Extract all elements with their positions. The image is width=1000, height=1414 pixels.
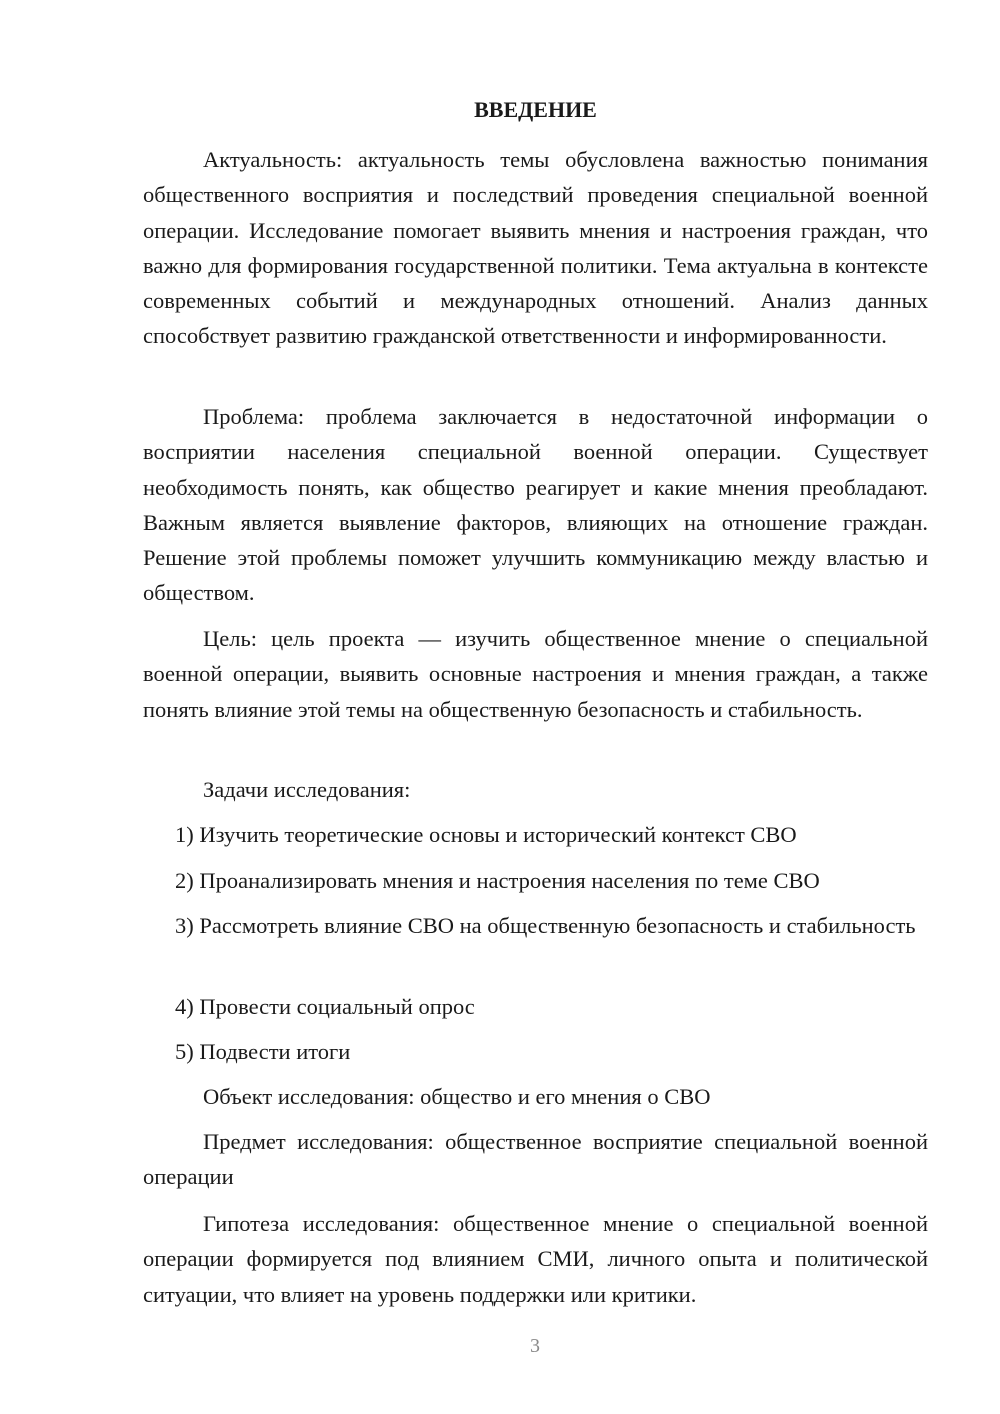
hypothesis-paragraph: Гипотеза исследования: общественное мнение о специальной военной операции формируется под влиянием СМИ, личного опыта и политической ситуации, что влияет на уровень поддержки или критики. [143, 1211, 928, 1307]
task-item: 5) Подвести итоги [175, 1039, 351, 1064]
page-number: 3 [530, 1335, 540, 1357]
task-item: 3) Рассмотреть влияние СВО на общественную безопасность и стабильность [175, 913, 916, 938]
tasks-title: Задачи исследования: [203, 777, 411, 802]
section-heading: ВВЕДЕНИЕ [474, 97, 597, 122]
task-item: 2) Проанализировать мнения и настроения населения по теме СВО [175, 868, 820, 893]
subject-paragraph: Предмет исследования: общественное восприятие специальной военной операции [143, 1129, 928, 1190]
relevance-paragraph: Актуальность: актуальность темы обусловлена важностью понимания общественного восприятия и последствий проведения специальной военной операции. Исследование помогает выявить мнения и настроения граждан, что важно для формирования государственной политики. Тема актуальна в контексте современных событий и международных отношений. Анализ данных способствует развитию гражданской ответственности и информированности. [143, 147, 928, 349]
object-paragraph: Объект исследования: общество и его мнения о СВО [203, 1084, 711, 1109]
task-item: 4) Провести социальный опрос [175, 994, 475, 1019]
goal-paragraph: Цель: цель проекта — изучить общественное мнение о специальной военной операции, выявить основные настроения и мнения граждан, а также понять влияние этой темы на общественную безопасность и стабильность. [143, 626, 928, 722]
task-item: 1) Изучить теоретические основы и исторический контекст СВО [175, 822, 797, 847]
problem-paragraph: Проблема: проблема заключается в недостаточной информации о восприятии населения специальной военной операции. Существует необходимость понять, как общество реагирует и какие мнения преобладают. Важным является выявление факторов, влияющих на отношение граждан. Решение этой проблемы поможет улучшить коммуникацию между властью и обществом. [143, 404, 928, 606]
